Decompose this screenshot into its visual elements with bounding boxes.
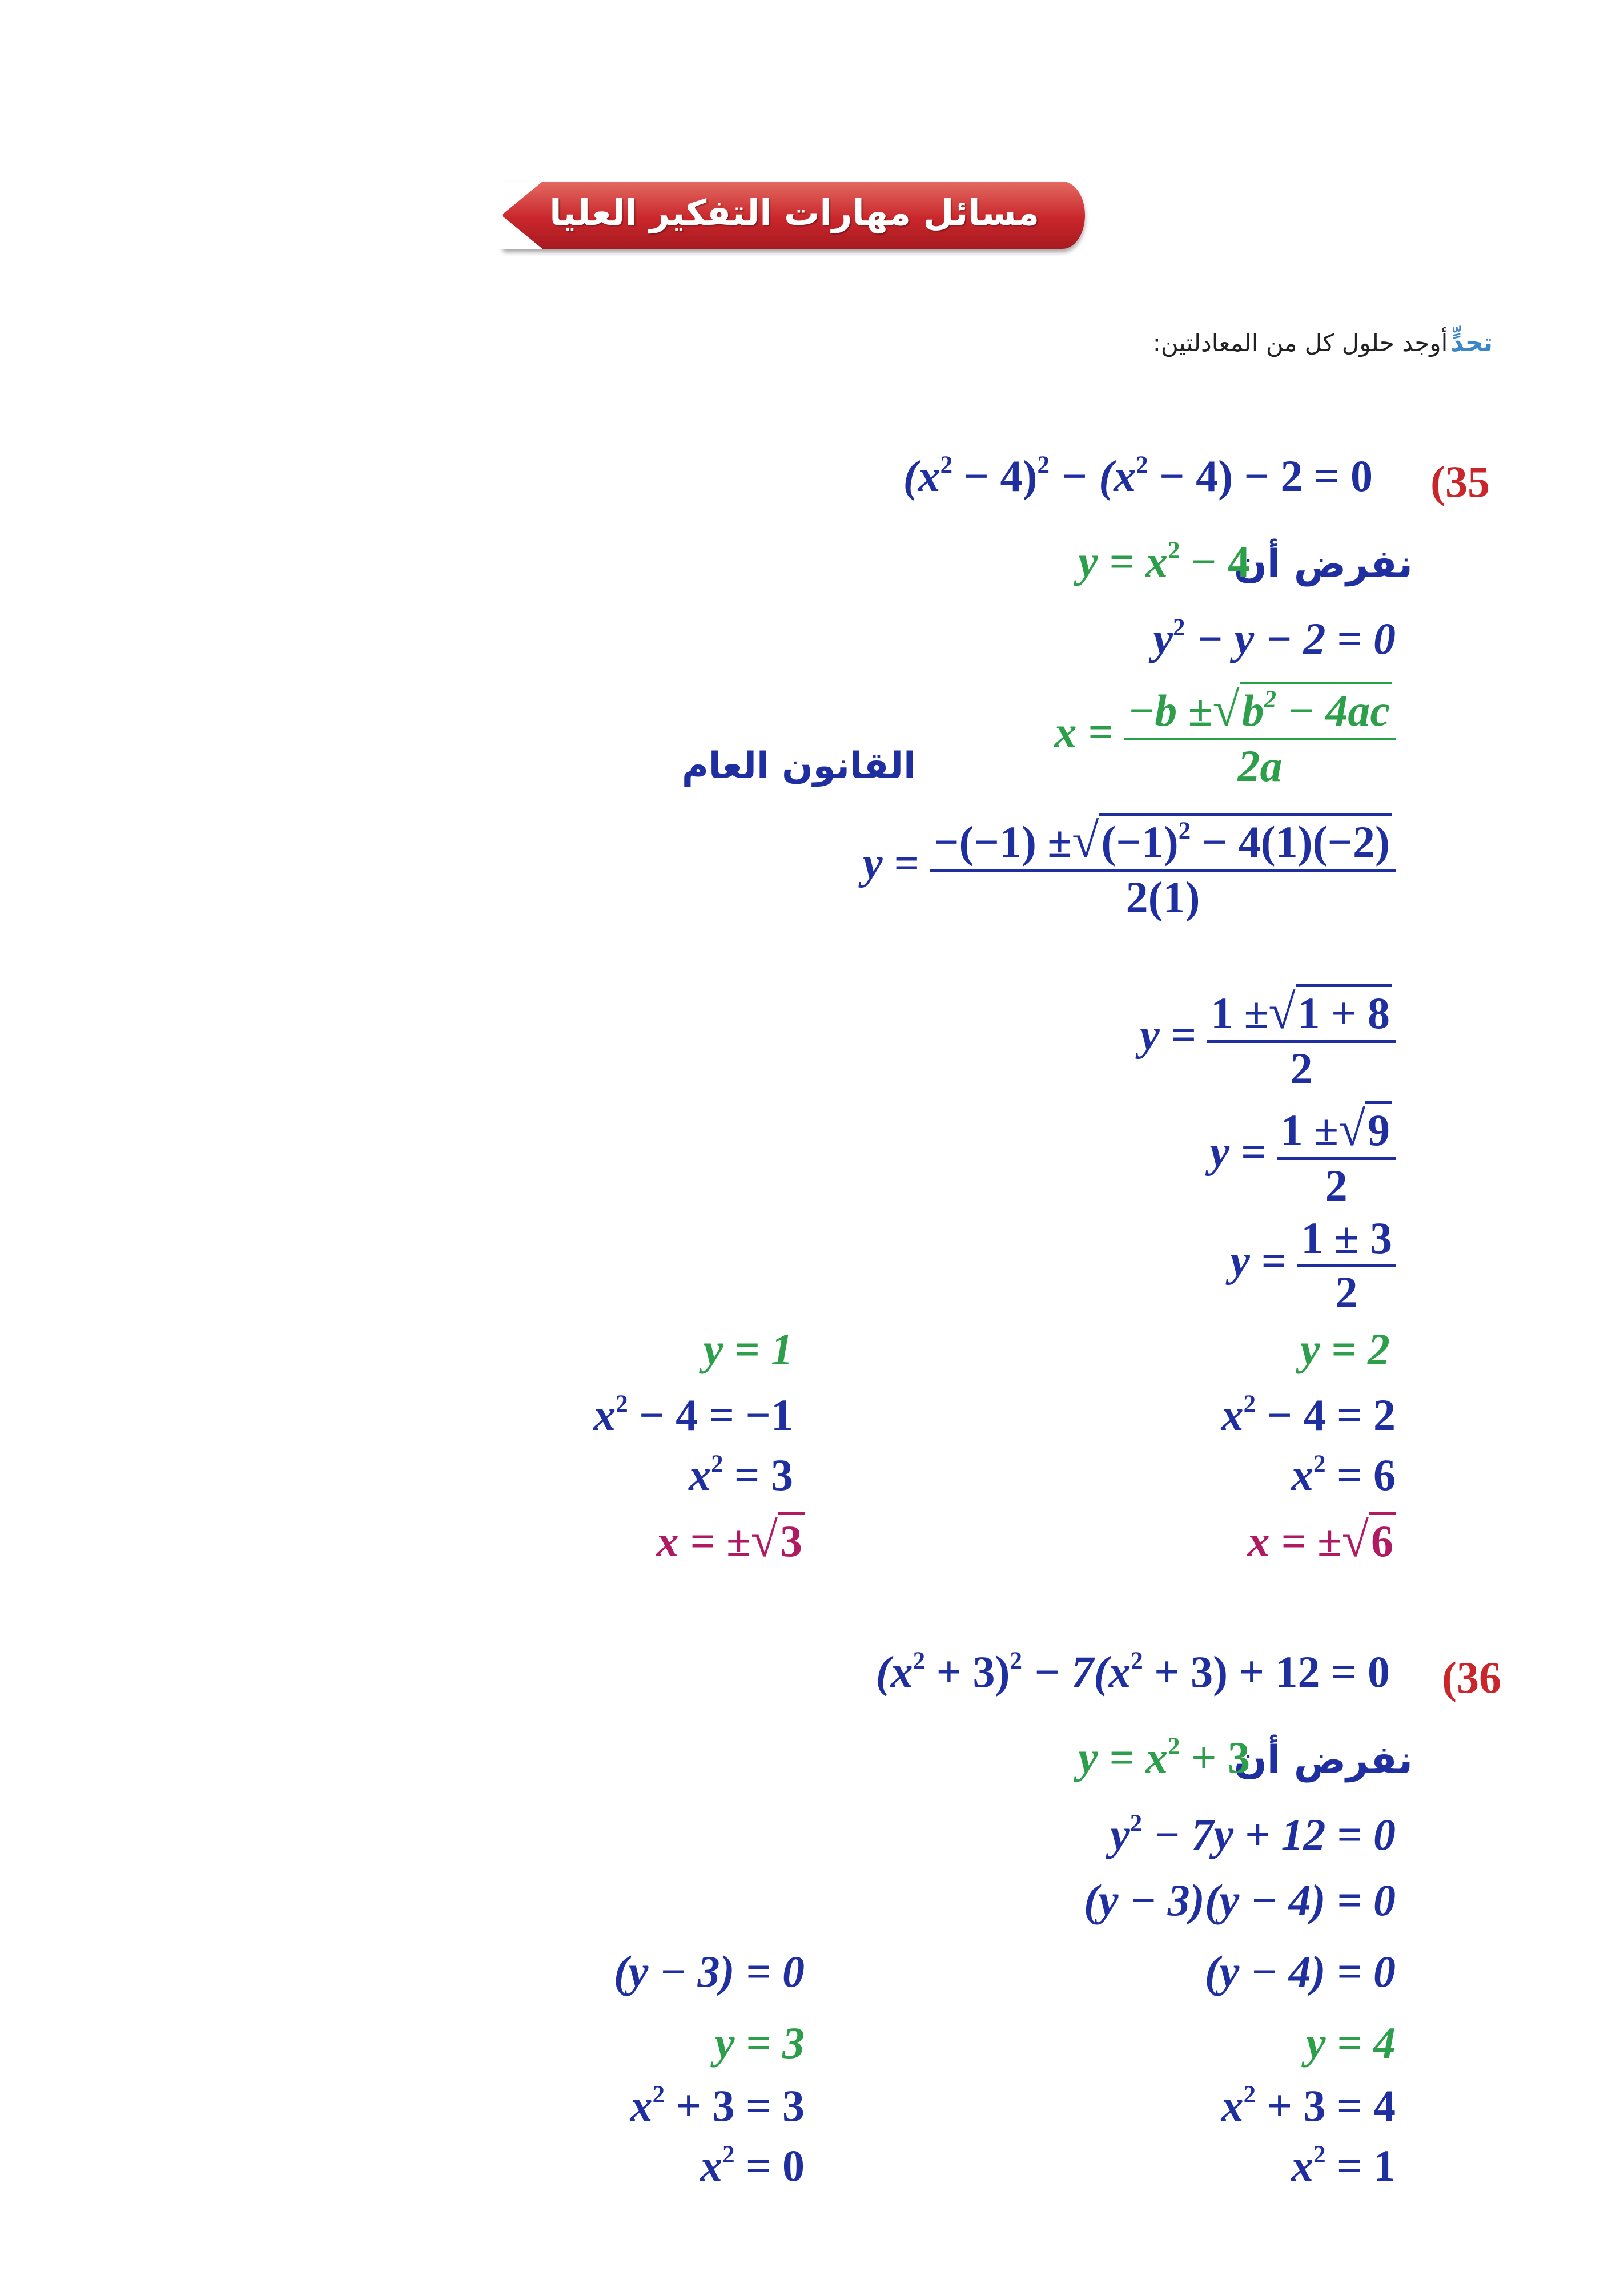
challenge-tag: تحدٍّ — [1450, 328, 1493, 357]
y-equals-1: y = 1 — [703, 1324, 793, 1374]
factored-36: (y − 3)(y − 4) = 0 — [1083, 1875, 1396, 1925]
quadratic-formula: x = $\frac{-b \pm√b^2 - 4ac}{2a}$ — [1055, 685, 1396, 788]
left-36-line-1: $x^2 + 3 = 3$ — [630, 2081, 805, 2130]
right-35-line-2: $x^2 = 6$ — [1291, 1450, 1396, 1500]
problem-36-number: (36 — [1442, 1653, 1501, 1702]
assume-label-35: نفرض أن — [1233, 542, 1413, 587]
assume-36: $y = x^2 + 3$ — [1078, 1733, 1250, 1782]
y-equals-4: y = 4 — [1305, 2018, 1396, 2068]
assume-label-36: نفرض أن — [1233, 1738, 1413, 1783]
factor-y-minus-3: (y − 3) = 0 — [613, 1947, 805, 1996]
solution-sqrt-3: x = ±√3 — [657, 1516, 805, 1565]
right-36-line-2: $x^2 = 1$ — [1291, 2141, 1396, 2190]
solution-sqrt-6: x = ±√6 — [1248, 1516, 1396, 1565]
quadratic-35: $y^2 - y - 2 = 0$ — [1153, 614, 1396, 663]
assume-35: $y = x^2 - 4$ — [1078, 537, 1250, 586]
section-banner — [503, 182, 1085, 249]
factor-y-minus-4: (y − 4) = 0 — [1204, 1947, 1396, 1996]
formula-fraction: $\frac{-b \pm√b^2 - 4ac}{2a}$ — [1124, 685, 1396, 788]
left-35-line-1: $x^2 - 4 = -1$ — [593, 1390, 793, 1440]
substitution-fraction: $\frac{-(-1) \pm√(-1)^2 - 4(1)(-2)}{2(1)}$ — [930, 816, 1396, 920]
left-35-line-2: $x^2 = 3$ — [689, 1450, 793, 1500]
problem-36-equation: $(x^2 + 3)^2 - 7(x^2 + 3) + 12 = 0$ — [875, 1647, 1390, 1697]
step-3: y = $\frac{1 \pm 3}{2}$ — [1230, 1216, 1396, 1315]
substitution: y = $\frac{-(-1) \pm√(-1)^2 - 4(1)(-2)}{2(1)}$ — [863, 816, 1396, 920]
left-36-line-2: $x^2 = 0$ — [700, 2141, 805, 2190]
step-1: y = $\frac{1 \pm√1 + 8}{2}$ — [1140, 988, 1396, 1091]
problem-35-equation: $(x^2 - 4)^2 - (x^2 - 4) - 2 = 0$ — [903, 451, 1373, 501]
right-36-line-1: $x^2 + 3 = 4$ — [1221, 2081, 1396, 2130]
problem-35-number: (35 — [1430, 457, 1490, 506]
right-35-line-1: $x^2 - 4 = 2$ — [1221, 1390, 1396, 1440]
quadratic-36: $y^2 - 7y + 12 = 0$ — [1110, 1810, 1396, 1859]
y-equals-2: y = 2 — [1300, 1324, 1390, 1374]
instruction-text: أوجد حلول كل من المعادلتين: — [1152, 329, 1448, 357]
general-formula-label: القانون العام — [681, 745, 916, 787]
step-2: y = $\frac{1 \pm√9}{2}$ — [1210, 1105, 1396, 1208]
intro-line — [1153, 328, 1493, 357]
y-equals-3: y = 3 — [714, 2018, 805, 2068]
section-title: مسائل مهارات التفكير العليا — [549, 192, 1039, 233]
